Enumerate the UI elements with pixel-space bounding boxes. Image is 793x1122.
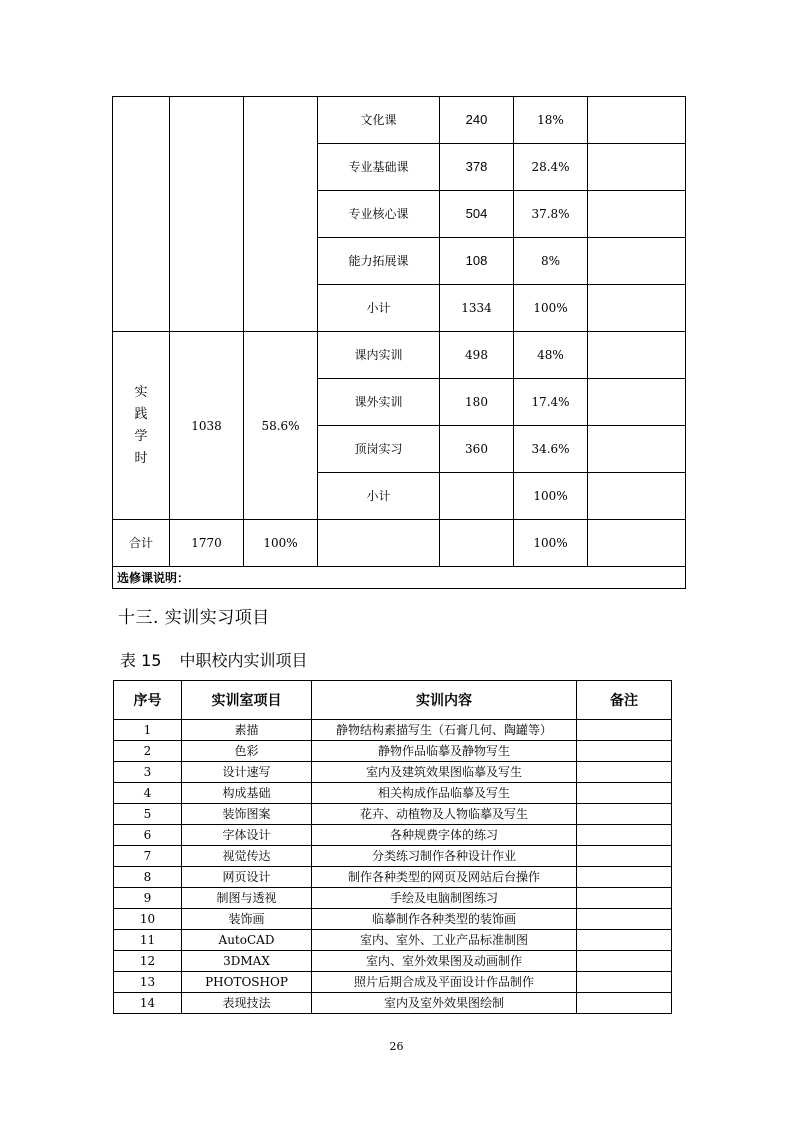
remark-cell — [577, 951, 672, 972]
remark-cell — [577, 720, 672, 741]
remark-cell — [577, 741, 672, 762]
project-name: 3DMAX — [182, 951, 312, 972]
course-name: 文化课 — [318, 97, 440, 144]
practice-hours-label: 实践学时 — [134, 384, 148, 466]
course-hours: 504 — [440, 191, 514, 238]
training-content: 室内及室外效果图绘制 — [312, 993, 577, 1014]
remark-cell — [577, 867, 672, 888]
row-number: 9 — [114, 888, 182, 909]
project-name: 装饰画 — [182, 909, 312, 930]
remark-cell — [577, 972, 672, 993]
table-row — [114, 846, 672, 867]
column-header: 实训内容 — [312, 681, 577, 720]
project-name: 字体设计 — [182, 825, 312, 846]
row-number: 2 — [114, 741, 182, 762]
training-content: 各种规费字体的练习 — [312, 825, 577, 846]
empty-cell — [588, 520, 686, 567]
training-content: 分类练习制作各种设计作业 — [312, 846, 577, 867]
training-content: 临摹制作各种类型的装饰画 — [312, 909, 577, 930]
total-percent: 100% — [244, 520, 318, 567]
row-number: 1 — [114, 720, 182, 741]
subtotal-label: 小计 — [318, 473, 440, 520]
course-name: 顶岗实习 — [318, 426, 440, 473]
course-percent: 37.8% — [514, 191, 588, 238]
row-number: 10 — [114, 909, 182, 930]
course-name: 专业核心课 — [318, 191, 440, 238]
subtotal-hours — [440, 473, 514, 520]
total-sub-percent: 100% — [514, 520, 588, 567]
table-row — [113, 332, 686, 379]
row-number: 3 — [114, 762, 182, 783]
course-percent: 8% — [514, 238, 588, 285]
project-name: 视觉传达 — [182, 846, 312, 867]
course-name: 专业基础课 — [318, 144, 440, 191]
table-row — [114, 951, 672, 972]
course-name: 课内实训 — [318, 332, 440, 379]
remark-cell — [577, 762, 672, 783]
course-hours: 360 — [440, 426, 514, 473]
training-content: 相关构成作品临摹及写生 — [312, 783, 577, 804]
table-caption — [120, 648, 307, 671]
training-content: 制作各种类型的网页及网站后台操作 — [312, 867, 577, 888]
total-label: 合计 — [113, 520, 170, 567]
table-row — [113, 520, 686, 567]
course-name: 课外实训 — [318, 379, 440, 426]
row-number: 6 — [114, 825, 182, 846]
empty-cell — [113, 97, 170, 332]
remark-cell — [577, 783, 672, 804]
project-name: 装饰图案 — [182, 804, 312, 825]
training-content: 静物结构素描写生（石膏几何、陶罐等） — [312, 720, 577, 741]
training-content: 手绘及电脑制图练习 — [312, 888, 577, 909]
table-row — [114, 762, 672, 783]
practice-hours-total: 1038 — [170, 332, 244, 520]
column-header: 备注 — [577, 681, 672, 720]
column-header: 序号 — [114, 681, 182, 720]
empty-cell — [588, 144, 686, 191]
remark-cell — [577, 993, 672, 1014]
empty-cell — [440, 520, 514, 567]
row-number: 14 — [114, 993, 182, 1014]
remark-cell — [577, 804, 672, 825]
table-row — [114, 720, 672, 741]
hours-distribution-table — [112, 96, 686, 589]
training-content: 花卉、动植物及人物临摹及写生 — [312, 804, 577, 825]
table-row — [114, 993, 672, 1014]
column-header: 实训室项目 — [182, 681, 312, 720]
empty-cell — [588, 332, 686, 379]
subtotal-percent: 100% — [514, 473, 588, 520]
course-hours: 180 — [440, 379, 514, 426]
row-number: 4 — [114, 783, 182, 804]
table-row — [114, 888, 672, 909]
table-row — [114, 972, 672, 993]
row-number: 11 — [114, 930, 182, 951]
remark-cell — [577, 930, 672, 951]
row-number: 7 — [114, 846, 182, 867]
training-content: 室内、室外效果图及动画制作 — [312, 951, 577, 972]
course-percent: 34.6% — [514, 426, 588, 473]
subtotal-hours: 1334 — [440, 285, 514, 332]
project-name: PHOTOSHOP — [182, 972, 312, 993]
project-name: 色彩 — [182, 741, 312, 762]
project-name: 网页设计 — [182, 867, 312, 888]
table-row — [114, 825, 672, 846]
practice-hours-percent: 58.6% — [244, 332, 318, 520]
course-hours: 240 — [440, 97, 514, 144]
course-hours: 108 — [440, 238, 514, 285]
course-hours: 378 — [440, 144, 514, 191]
course-percent: 48% — [514, 332, 588, 379]
empty-cell — [588, 97, 686, 144]
empty-cell — [244, 97, 318, 332]
remark-cell — [577, 909, 672, 930]
table-row — [114, 783, 672, 804]
elective-note: 选修课说明： — [113, 567, 686, 589]
total-hours: 1770 — [170, 520, 244, 567]
table-row — [113, 97, 686, 144]
project-name: 制图与透视 — [182, 888, 312, 909]
training-content: 静物作品临摹及静物写生 — [312, 741, 577, 762]
remark-cell — [577, 825, 672, 846]
table-title: 中职校内实训项目 — [179, 651, 308, 670]
page-number: 26 — [389, 1040, 404, 1053]
table-row — [113, 567, 686, 589]
empty-cell — [588, 238, 686, 285]
section-heading: 十三. 实训实习项目 — [118, 608, 270, 628]
table-row — [114, 909, 672, 930]
subtotal-percent: 100% — [514, 285, 588, 332]
project-name: 素描 — [182, 720, 312, 741]
empty-cell — [588, 285, 686, 332]
training-table-body — [114, 720, 672, 1014]
course-hours: 498 — [440, 332, 514, 379]
subtotal-label: 小计 — [318, 285, 440, 332]
training-projects-table — [113, 680, 672, 1014]
row-number: 13 — [114, 972, 182, 993]
remark-cell — [577, 846, 672, 867]
row-number: 5 — [114, 804, 182, 825]
course-percent: 28.4% — [514, 144, 588, 191]
empty-cell — [588, 191, 686, 238]
project-name: 设计速写 — [182, 762, 312, 783]
table-header-row — [114, 681, 672, 720]
row-number: 8 — [114, 867, 182, 888]
project-name: AutoCAD — [182, 930, 312, 951]
empty-cell — [588, 473, 686, 520]
course-percent: 17.4% — [514, 379, 588, 426]
empty-cell — [318, 520, 440, 567]
table-row — [114, 804, 672, 825]
training-content: 室内、室外、工业产品标准制图 — [312, 930, 577, 951]
project-name: 构成基础 — [182, 783, 312, 804]
practice-hours-label-cell — [113, 332, 170, 520]
row-number: 12 — [114, 951, 182, 972]
empty-cell — [588, 426, 686, 473]
table-row — [114, 930, 672, 951]
project-name: 表现技法 — [182, 993, 312, 1014]
training-content: 室内及建筑效果图临摹及写生 — [312, 762, 577, 783]
empty-cell — [588, 379, 686, 426]
table-number: 表 15 — [120, 651, 162, 670]
course-name: 能力拓展课 — [318, 238, 440, 285]
table-row — [114, 867, 672, 888]
table-row — [114, 741, 672, 762]
training-content: 照片后期合成及平面设计作品制作 — [312, 972, 577, 993]
empty-cell — [170, 97, 244, 332]
course-percent: 18% — [514, 97, 588, 144]
remark-cell — [577, 888, 672, 909]
